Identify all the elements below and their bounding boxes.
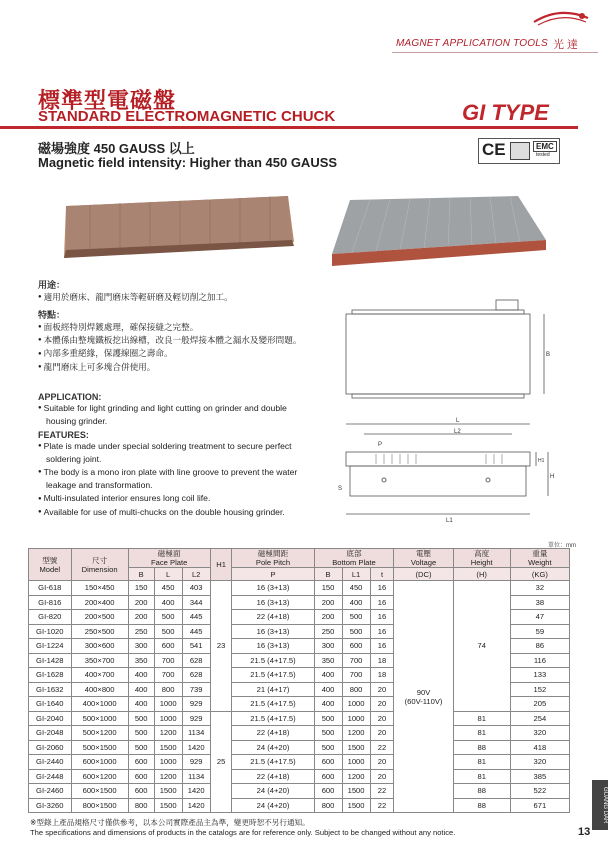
footer-note-zh: ※型錄上產品規格尺寸僅供參考，以本公司實際產品主為準，變更時恕不另行通知。 — [30, 818, 310, 827]
table-cell: 500 — [342, 610, 370, 625]
table-row — [29, 581, 570, 596]
product-photo-left — [60, 190, 296, 266]
table-cell: 739 — [182, 682, 210, 697]
table-cell: 150 — [314, 581, 342, 596]
table-cell: GI-618 — [29, 581, 72, 596]
table-cell: 600×1200 — [71, 769, 128, 784]
table-cell: 320 — [510, 726, 569, 741]
emc-mark: EMC — [533, 141, 557, 152]
table-cell: 21.5 (4+17.5) — [232, 697, 314, 712]
table-cell: 22 (4+18) — [232, 769, 314, 784]
table-cell: 385 — [510, 769, 569, 784]
table-cell: 1200 — [342, 726, 370, 741]
usage-zh-heading: 用途： — [38, 280, 66, 290]
table-cell: 500×1500 — [71, 740, 128, 755]
table-cell: 74 — [453, 581, 510, 712]
field-intensity-en: Magnetic field intensity: Higher than 450 GAUSS — [38, 155, 338, 170]
header-divider — [392, 52, 598, 53]
table-cell: 400 — [128, 668, 154, 683]
unit-note: 單位：mm — [548, 543, 576, 549]
table-cell: 86 — [510, 639, 569, 654]
table-cell: 400×700 — [71, 668, 128, 683]
footer-note-en: The specifications and dimensions of products in the catalogs are for reference only. Subject to be changed without any notice. — [30, 828, 456, 837]
table-cell: 16 — [370, 595, 394, 610]
table-cell: 800×1500 — [71, 798, 128, 813]
brand-logo — [530, 8, 592, 28]
table-cell: 400 — [342, 595, 370, 610]
table-cell: 1420 — [182, 784, 210, 799]
table-cell: 1000 — [154, 697, 182, 712]
table-cell: 522 — [510, 784, 569, 799]
brand-name-zh: 光 達 — [553, 39, 579, 51]
table-cell: 1134 — [182, 769, 210, 784]
table-cell: 1000 — [154, 755, 182, 770]
table-cell: GI-1628 — [29, 668, 72, 683]
table-cell: 81 — [453, 726, 510, 741]
table-cell: 81 — [453, 711, 510, 726]
table-cell: 200 — [314, 610, 342, 625]
list-item: ● The body is a mono iron plate with line groove to prevent the water leakage and transformation. — [38, 466, 310, 492]
table-cell: 1200 — [154, 769, 182, 784]
table-cell: 21.5 (4+17.5) — [232, 668, 314, 683]
table-cell: 20 — [370, 769, 394, 784]
table-cell: 300 — [314, 639, 342, 654]
table-cell: GI-1224 — [29, 639, 72, 654]
table-cell: 600 — [314, 769, 342, 784]
page-title-zh: 標準型電磁盤 — [38, 88, 177, 113]
spec-table: 型號 Model 尺寸 Dimension 磁極面 Face Plate H1 磁極間距 Pole Pitch 底部 Bottom Plate 電壓 Voltage 高度 Height 重量 Weight B L L2 P B L1 t (DC) (H) (KG) GI-618 150×450 150 450 403 23 16 (3+13) 150 450 16 90V (60V-110V) 74 32 GI-816 200×400 200 400 344 16 (3+13) 200 400 16 38 GI-820 200×500 200 500 445 22 (4+18) 200 500 16 47 GI-1020 250×500 250 500 445 16 (3+13) 250 500 16 59 GI-1224 300×600 300 600 541 16 (3+13) 300 600 16 86 GI-1428 350×700 350 700 628 21.5 (4+17.5) 350 700 18 116 GI-1628 400×700 400 700 628 21.5 (4+17.5) 400 700 18 133 GI-1632 400×800 400 800 739 21 (4+17) 400 800 20 152 GI-1640 400×1000 400 1000 929 21.5 (4+17.5) 400 1000 20 205 GI-2040 500×1000 500 1000 929 25 21.5 (4+17.5) 500 1000 20 81 254 GI-2048 500×1200 500 1200 1134 22 (4+18) 500 1200 20 81 320 GI-2060 500×1500 500 1500 1420 24 (4+20) 500 1500 22 88 418 GI-2440 600×1000 600 1000 929 21.5 (4+17.5) 600 1000 20 81 320 GI-2448 600×1200 600 1200 1134 22 (4+18) 600 1200 20 81 385 GI-2460 600×1500 600 1500 1420 24 (4+20) 600 1500 22 88 522 GI-3260 800×1500 800 1500 1420 24 (4+20) 800 1500 22 88 671 — [28, 548, 570, 813]
table-cell: 400×1000 — [71, 697, 128, 712]
table-row — [29, 769, 570, 784]
table-cell: 16 (3+13) — [232, 581, 314, 596]
list-item: ● Suitable for light grinding and light cutting on grinder and double housing grinder. — [38, 402, 308, 428]
table-cell: 1200 — [342, 769, 370, 784]
table-cell: 88 — [453, 740, 510, 755]
table-cell: 600×1500 — [71, 784, 128, 799]
table-row — [29, 740, 570, 755]
table-cell: 16 — [370, 639, 394, 654]
table-cell: 200×500 — [71, 610, 128, 625]
certification-badges: CE EMC tested — [478, 138, 560, 164]
col-height: 高度 Height — [453, 549, 510, 568]
table-cell: 600×1000 — [71, 755, 128, 770]
list-item: ● Available for use of multi-chucks on the double housing grinder. — [38, 506, 310, 519]
table-cell: GI-1428 — [29, 653, 72, 668]
table-cell: 700 — [154, 653, 182, 668]
table-cell: 1134 — [182, 726, 210, 741]
table-cell: 1500 — [342, 740, 370, 755]
table-cell: 81 — [453, 755, 510, 770]
table-cell: 200×400 — [71, 595, 128, 610]
table-cell: 403 — [182, 581, 210, 596]
table-cell: GI-3260 — [29, 798, 72, 813]
table-cell: 929 — [182, 697, 210, 712]
product-photo-right — [330, 194, 548, 268]
table-cell: 21.5 (4+17.5) — [232, 653, 314, 668]
table-cell: 22 (4+18) — [232, 726, 314, 741]
table-cell: GI-2440 — [29, 755, 72, 770]
table-cell: GI-2460 — [29, 784, 72, 799]
dimension-drawing — [336, 296, 558, 530]
table-row — [29, 784, 570, 799]
table-cell: 500 — [154, 624, 182, 639]
table-cell: GI-816 — [29, 595, 72, 610]
table-cell: 400 — [128, 682, 154, 697]
table-cell: 21 (4+17) — [232, 682, 314, 697]
side-tab: GUANG DAR — [592, 780, 608, 830]
col-weight: 重量 Weight — [510, 549, 569, 568]
table-cell: 500×1200 — [71, 726, 128, 741]
table-cell: 150×450 — [71, 581, 128, 596]
table-cell: GI-1632 — [29, 682, 72, 697]
table-cell: 400×800 — [71, 682, 128, 697]
list-item: ● 內部多重絕緣，保護線圈之壽命。 — [38, 347, 368, 360]
table-cell: 600 — [128, 755, 154, 770]
table-cell: 700 — [342, 653, 370, 668]
table-cell: 800 — [342, 682, 370, 697]
dim-label-h1: H1 — [538, 458, 545, 464]
table-cell: 250 — [128, 624, 154, 639]
table-cell: 344 — [182, 595, 210, 610]
table-cell: 300 — [128, 639, 154, 654]
table-cell: 24 (4+20) — [232, 798, 314, 813]
table-cell: 500 — [314, 726, 342, 741]
table-row — [29, 711, 570, 726]
table-cell: 20 — [370, 755, 394, 770]
table-cell: 88 — [453, 784, 510, 799]
table-cell: 250×500 — [71, 624, 128, 639]
table-cell: 400 — [314, 682, 342, 697]
table-cell: 320 — [510, 755, 569, 770]
table-cell: 16 (3+13) — [232, 624, 314, 639]
table-cell: 600 — [342, 639, 370, 654]
table-cell: 500 — [128, 726, 154, 741]
table-cell: 600 — [128, 769, 154, 784]
table-cell: 254 — [510, 711, 569, 726]
table-cell: 800 — [154, 682, 182, 697]
table-cell: 350 — [128, 653, 154, 668]
table-cell: 1000 — [154, 711, 182, 726]
dim-label-p: P — [378, 442, 383, 448]
table-cell: 450 — [342, 581, 370, 596]
brand-name-en: MAGNET APPLICATION TOOLS — [396, 38, 548, 49]
table-cell: 22 (4+18) — [232, 610, 314, 625]
table-row — [29, 726, 570, 741]
table-cell: 16 — [370, 581, 394, 596]
table-cell: 929 — [182, 711, 210, 726]
table-cell: 18 — [370, 668, 394, 683]
col-model: 型號 Model — [29, 549, 72, 581]
table-row — [29, 798, 570, 813]
list-item: ● Multi-insulated interior ensures long coil life. — [38, 492, 310, 505]
table-cell: 1000 — [342, 697, 370, 712]
col-face-plate: 磁極面 Face Plate — [128, 549, 210, 568]
col-pole-pitch: 磁極間距 Pole Pitch — [232, 549, 314, 568]
table-cell: 350 — [314, 653, 342, 668]
list-item: ● Plate is made under special soldering treatment to secure perfect soldering joint. — [38, 440, 310, 466]
col-voltage: 電壓 Voltage — [394, 549, 453, 568]
table-cell: 200 — [128, 595, 154, 610]
table-cell: 18 — [370, 653, 394, 668]
table-cell: 16 (3+13) — [232, 639, 314, 654]
table-cell: GI-1640 — [29, 697, 72, 712]
table-cell: 16 (3+13) — [232, 595, 314, 610]
table-cell: 22 — [370, 784, 394, 799]
table-cell: 1500 — [154, 798, 182, 813]
title-underline — [0, 126, 578, 129]
dim-label-b: B — [546, 352, 551, 358]
table-cell: 929 — [182, 755, 210, 770]
table-cell: 400 — [314, 697, 342, 712]
application-en-heading: APPLICATION: — [38, 392, 102, 402]
table-cell: 22 — [370, 740, 394, 755]
table-cell: 20 — [370, 726, 394, 741]
table-cell: 500 — [314, 740, 342, 755]
table-cell: 16 — [370, 610, 394, 625]
table-cell: 23 — [210, 581, 232, 712]
table-cell: 16 — [370, 624, 394, 639]
dim-label-l2: L2 — [454, 429, 461, 435]
table-cell: 700 — [342, 668, 370, 683]
table-cell: 600 — [154, 639, 182, 654]
list-item: ● 面板經特別焊鍍處理，確保接縫之完整。 — [38, 321, 368, 334]
table-cell: 1500 — [154, 784, 182, 799]
table-cell: 445 — [182, 610, 210, 625]
dim-label-l: L — [456, 418, 460, 424]
table-cell: 500 — [128, 740, 154, 755]
table-cell: 628 — [182, 668, 210, 683]
col-h1: H1 — [210, 549, 232, 581]
table-cell: GI-1020 — [29, 624, 72, 639]
table-cell: 1500 — [342, 784, 370, 799]
table-cell: 38 — [510, 595, 569, 610]
table-cell: 150 — [128, 581, 154, 596]
field-intensity-zh: 磁場強度 450 GAUSS 以上 — [38, 141, 195, 156]
table-row — [29, 755, 570, 770]
type-label: GI TYPE — [462, 100, 549, 125]
table-cell: 500 — [128, 711, 154, 726]
page-title-en: STANDARD ELECTROMAGNETIC CHUCK — [38, 108, 336, 125]
table-cell: 700 — [154, 668, 182, 683]
table-cell: GI-2060 — [29, 740, 72, 755]
list-item: ● 適用於磨床、龍門磨床等輕研磨及輕切削之加工。 — [38, 291, 368, 304]
col-bottom-plate: 底部 Bottom Plate — [314, 549, 394, 568]
table-cell: 152 — [510, 682, 569, 697]
dim-label-l1: L1 — [446, 518, 453, 524]
table-cell: 1200 — [154, 726, 182, 741]
table-cell: 800 — [314, 798, 342, 813]
table-cell: 1000 — [342, 711, 370, 726]
table-cell: 450 — [154, 581, 182, 596]
table-cell: 20 — [370, 682, 394, 697]
features-en-heading: FEATURES: — [38, 430, 89, 440]
list-item: ● 本體係由整塊鐵板挖出線槽，改良一般焊接本體之漏水及變形問題。 — [38, 334, 368, 347]
table-cell: 88 — [453, 798, 510, 813]
table-cell: GI-820 — [29, 610, 72, 625]
table-cell: 205 — [510, 697, 569, 712]
table-cell: 1000 — [342, 755, 370, 770]
table-cell: 133 — [510, 668, 569, 683]
table-cell: 22 — [370, 798, 394, 813]
table-cell: 59 — [510, 624, 569, 639]
table-cell: 400 — [128, 697, 154, 712]
table-cell: 32 — [510, 581, 569, 596]
application-en-section — [38, 392, 308, 428]
features-zh-heading: 特點： — [38, 310, 66, 320]
table-cell: 1500 — [154, 740, 182, 755]
table-cell: 500×1000 — [71, 711, 128, 726]
table-cell: GI-2448 — [29, 769, 72, 784]
table-cell: 500 — [314, 711, 342, 726]
dim-label-s: S — [338, 486, 343, 492]
table-cell: 671 — [510, 798, 569, 813]
table-cell: 541 — [182, 639, 210, 654]
table-cell: 21.5 (4+17.5) — [232, 755, 314, 770]
table-cell: 628 — [182, 653, 210, 668]
table-cell: 800 — [128, 798, 154, 813]
table-cell: 90V (60V-110V) — [394, 581, 453, 813]
table-cell: 1500 — [342, 798, 370, 813]
table-cell: 1420 — [182, 798, 210, 813]
table-cell: 200 — [314, 595, 342, 610]
table-cell: 445 — [182, 624, 210, 639]
table-cell: 350×700 — [71, 653, 128, 668]
table-cell: 21.5 (4+17.5) — [232, 711, 314, 726]
table-cell: 600 — [314, 784, 342, 799]
table-cell: 600 — [314, 755, 342, 770]
features-en-section — [38, 430, 310, 519]
table-cell: 81 — [453, 769, 510, 784]
usage-zh-section — [38, 278, 368, 304]
table-cell: 500 — [342, 624, 370, 639]
table-cell: 20 — [370, 697, 394, 712]
table-cell: 300×600 — [71, 639, 128, 654]
table-cell: 24 (4+20) — [232, 740, 314, 755]
table-cell: 600 — [128, 784, 154, 799]
table-cell: 418 — [510, 740, 569, 755]
table-cell: 250 — [314, 624, 342, 639]
page-number: 13 — [578, 826, 591, 838]
ce-mark: CE — [482, 140, 506, 159]
table-cell: 25 — [210, 711, 232, 813]
table-cell: 47 — [510, 610, 569, 625]
cert-icon — [510, 142, 530, 160]
dim-label-h: H — [550, 474, 555, 480]
list-item: ● 龍門磨床上可多塊合併使用。 — [38, 361, 368, 374]
table-cell: GI-2040 — [29, 711, 72, 726]
table-cell: 400 — [154, 595, 182, 610]
table-cell: 24 (4+20) — [232, 784, 314, 799]
table-cell: 116 — [510, 653, 569, 668]
table-cell: 200 — [128, 610, 154, 625]
table-cell: 500 — [154, 610, 182, 625]
features-zh-section — [38, 308, 368, 374]
table-cell: GI-2048 — [29, 726, 72, 741]
table-cell: 1420 — [182, 740, 210, 755]
table-cell: 400 — [314, 668, 342, 683]
table-cell: 20 — [370, 711, 394, 726]
col-dimension: 尺寸 Dimension — [71, 549, 128, 581]
